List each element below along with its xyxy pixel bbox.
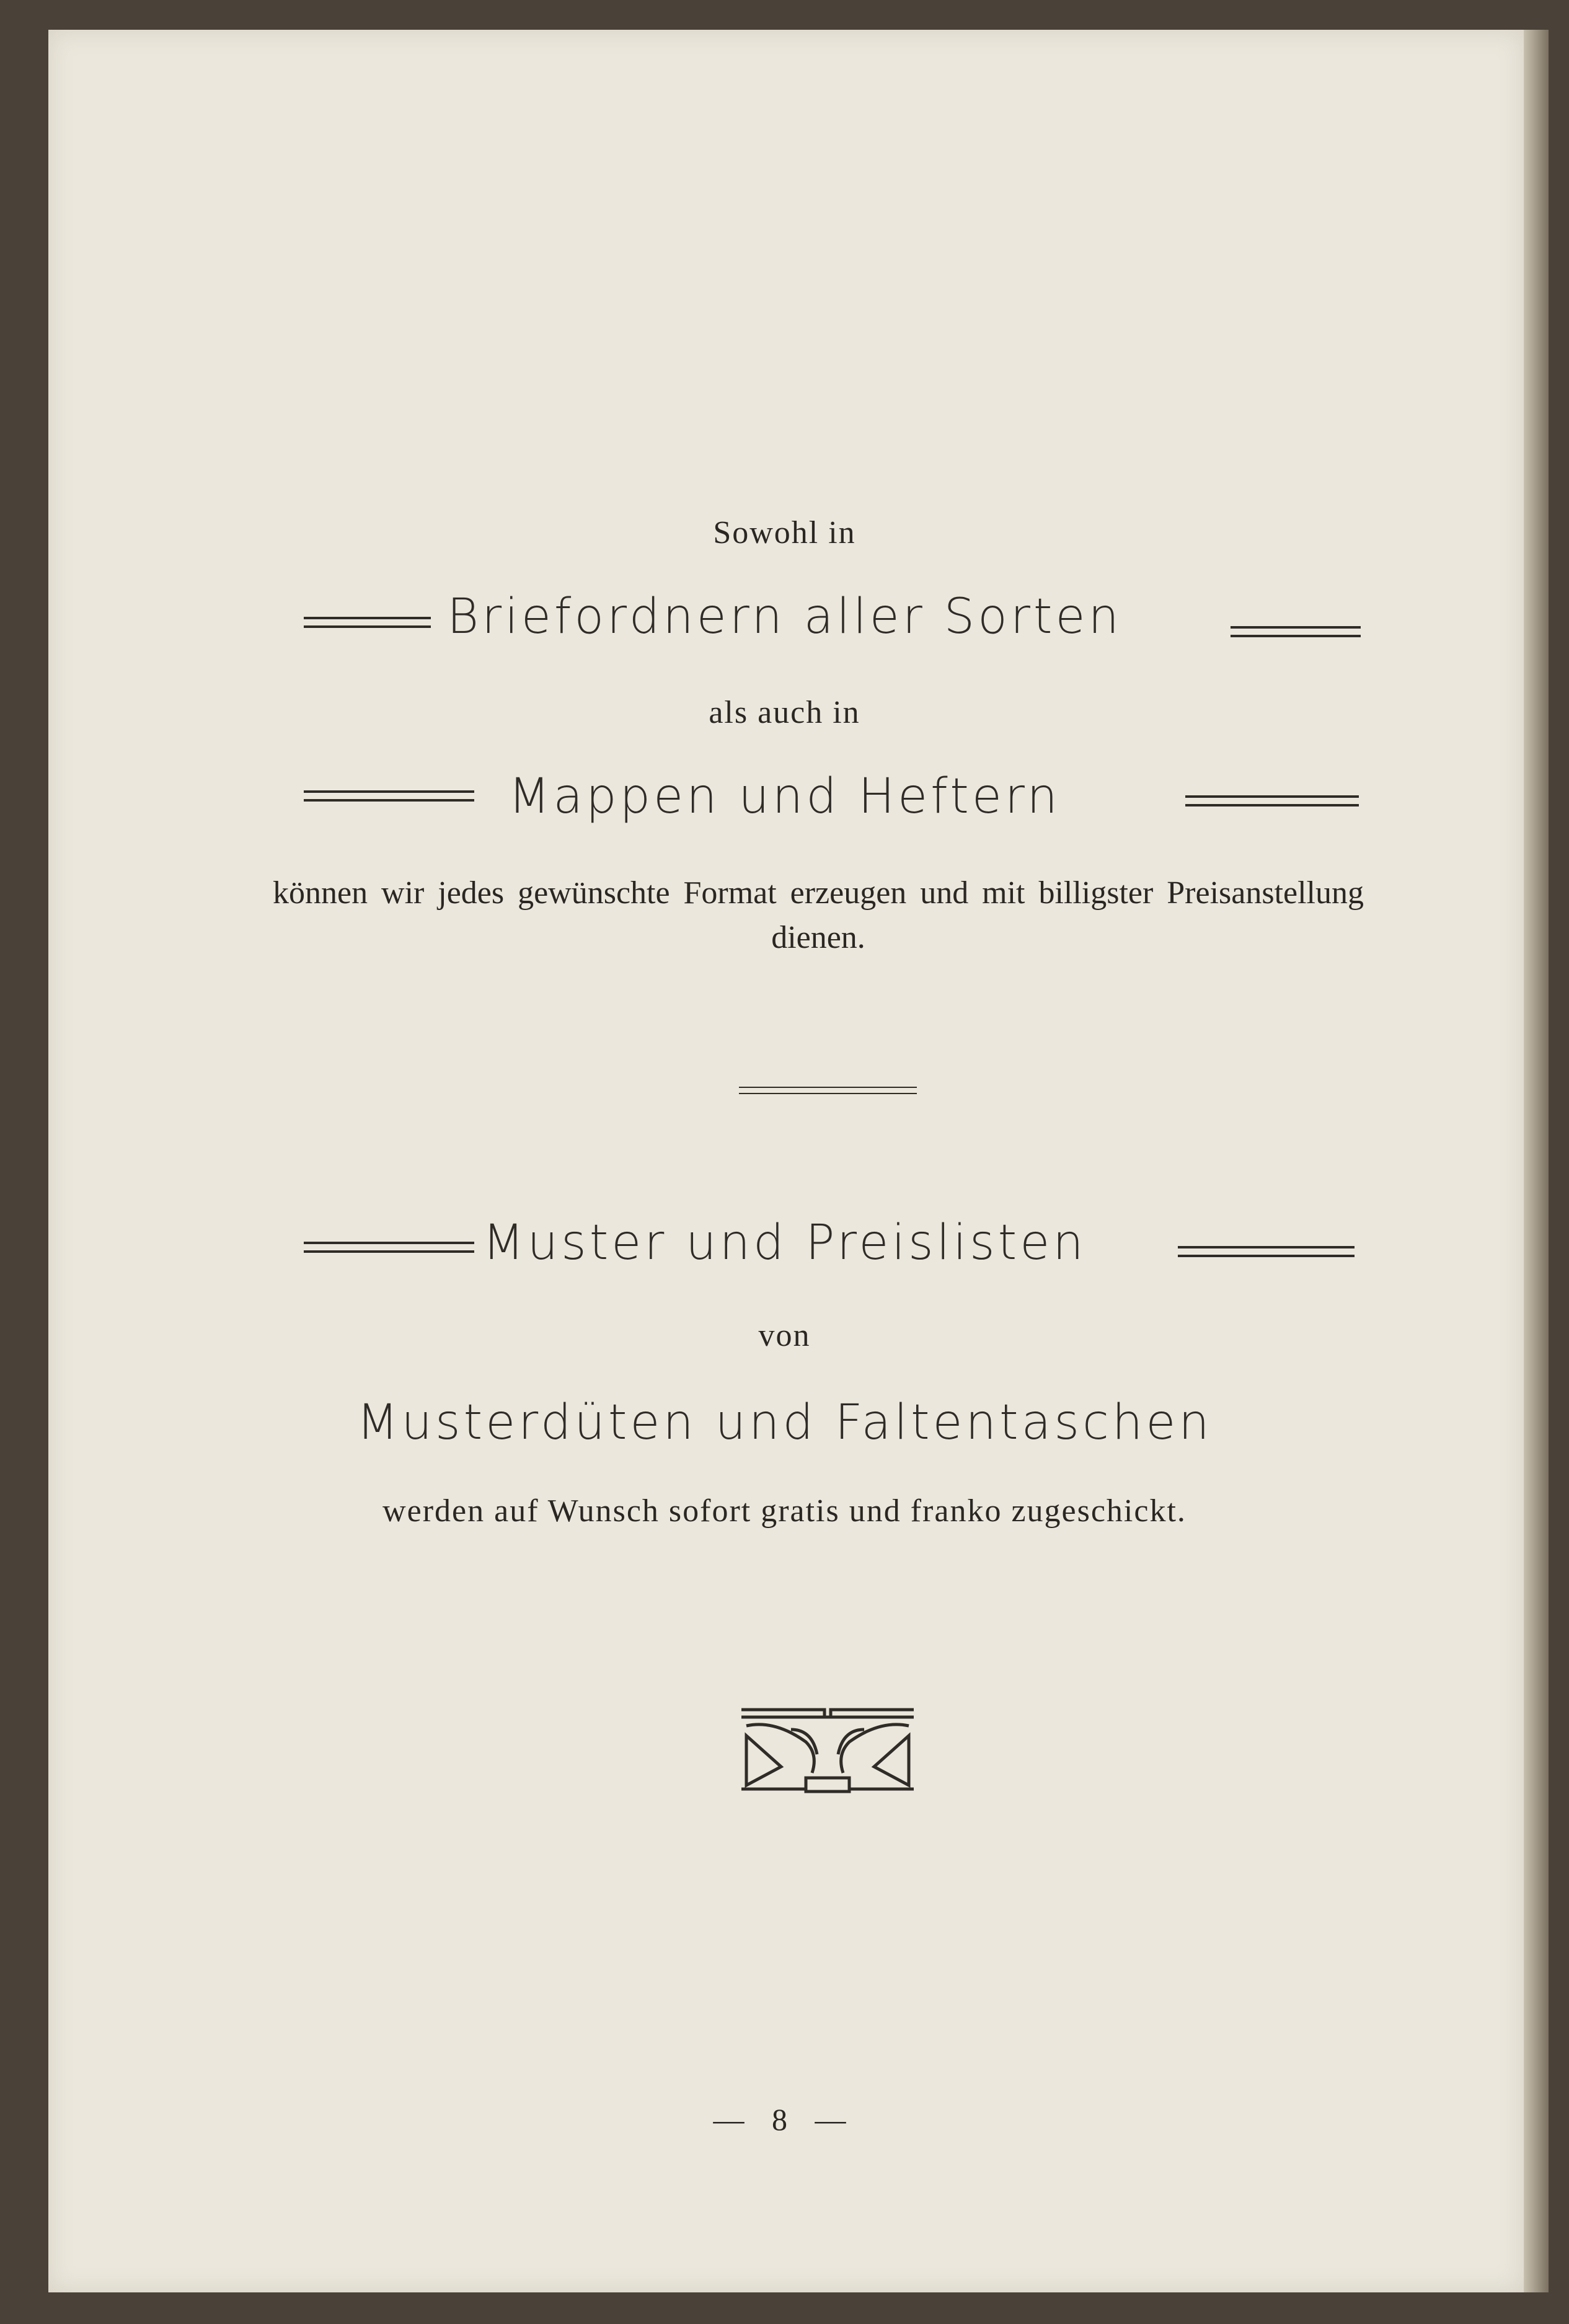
intro-line: Sowohl in (713, 515, 856, 550)
body-paragraph: können wir jedes gewünschte Format erzeugen und mit billigster Preisanstellung dienen. (273, 875, 1364, 955)
heading-muster: Muster und Preislisten (482, 1215, 1087, 1271)
heading-briefordnern: Briefordnern aller Sorten (447, 589, 1122, 645)
connector-line-von: von (758, 1318, 811, 1353)
double-rule-right (1185, 795, 1359, 806)
heading-musterdueten: Musterdüten und Faltentaschen (356, 1395, 1213, 1451)
document-page (48, 30, 1524, 2292)
art-nouveau-ornament-icon (738, 1705, 917, 1801)
connector-line: als auch in (709, 695, 860, 730)
double-rule-right (1231, 626, 1361, 637)
page-number: — 8 — (713, 2102, 856, 2137)
divider-rule (739, 1087, 917, 1094)
closing-line: werden auf Wunsch sofort gratis und franko zugeschickt. (382, 1493, 1187, 1529)
heading-mappen: Mappen und Heftern (508, 769, 1061, 824)
page-edge (1524, 30, 1549, 2292)
double-rule-right (1178, 1246, 1355, 1257)
